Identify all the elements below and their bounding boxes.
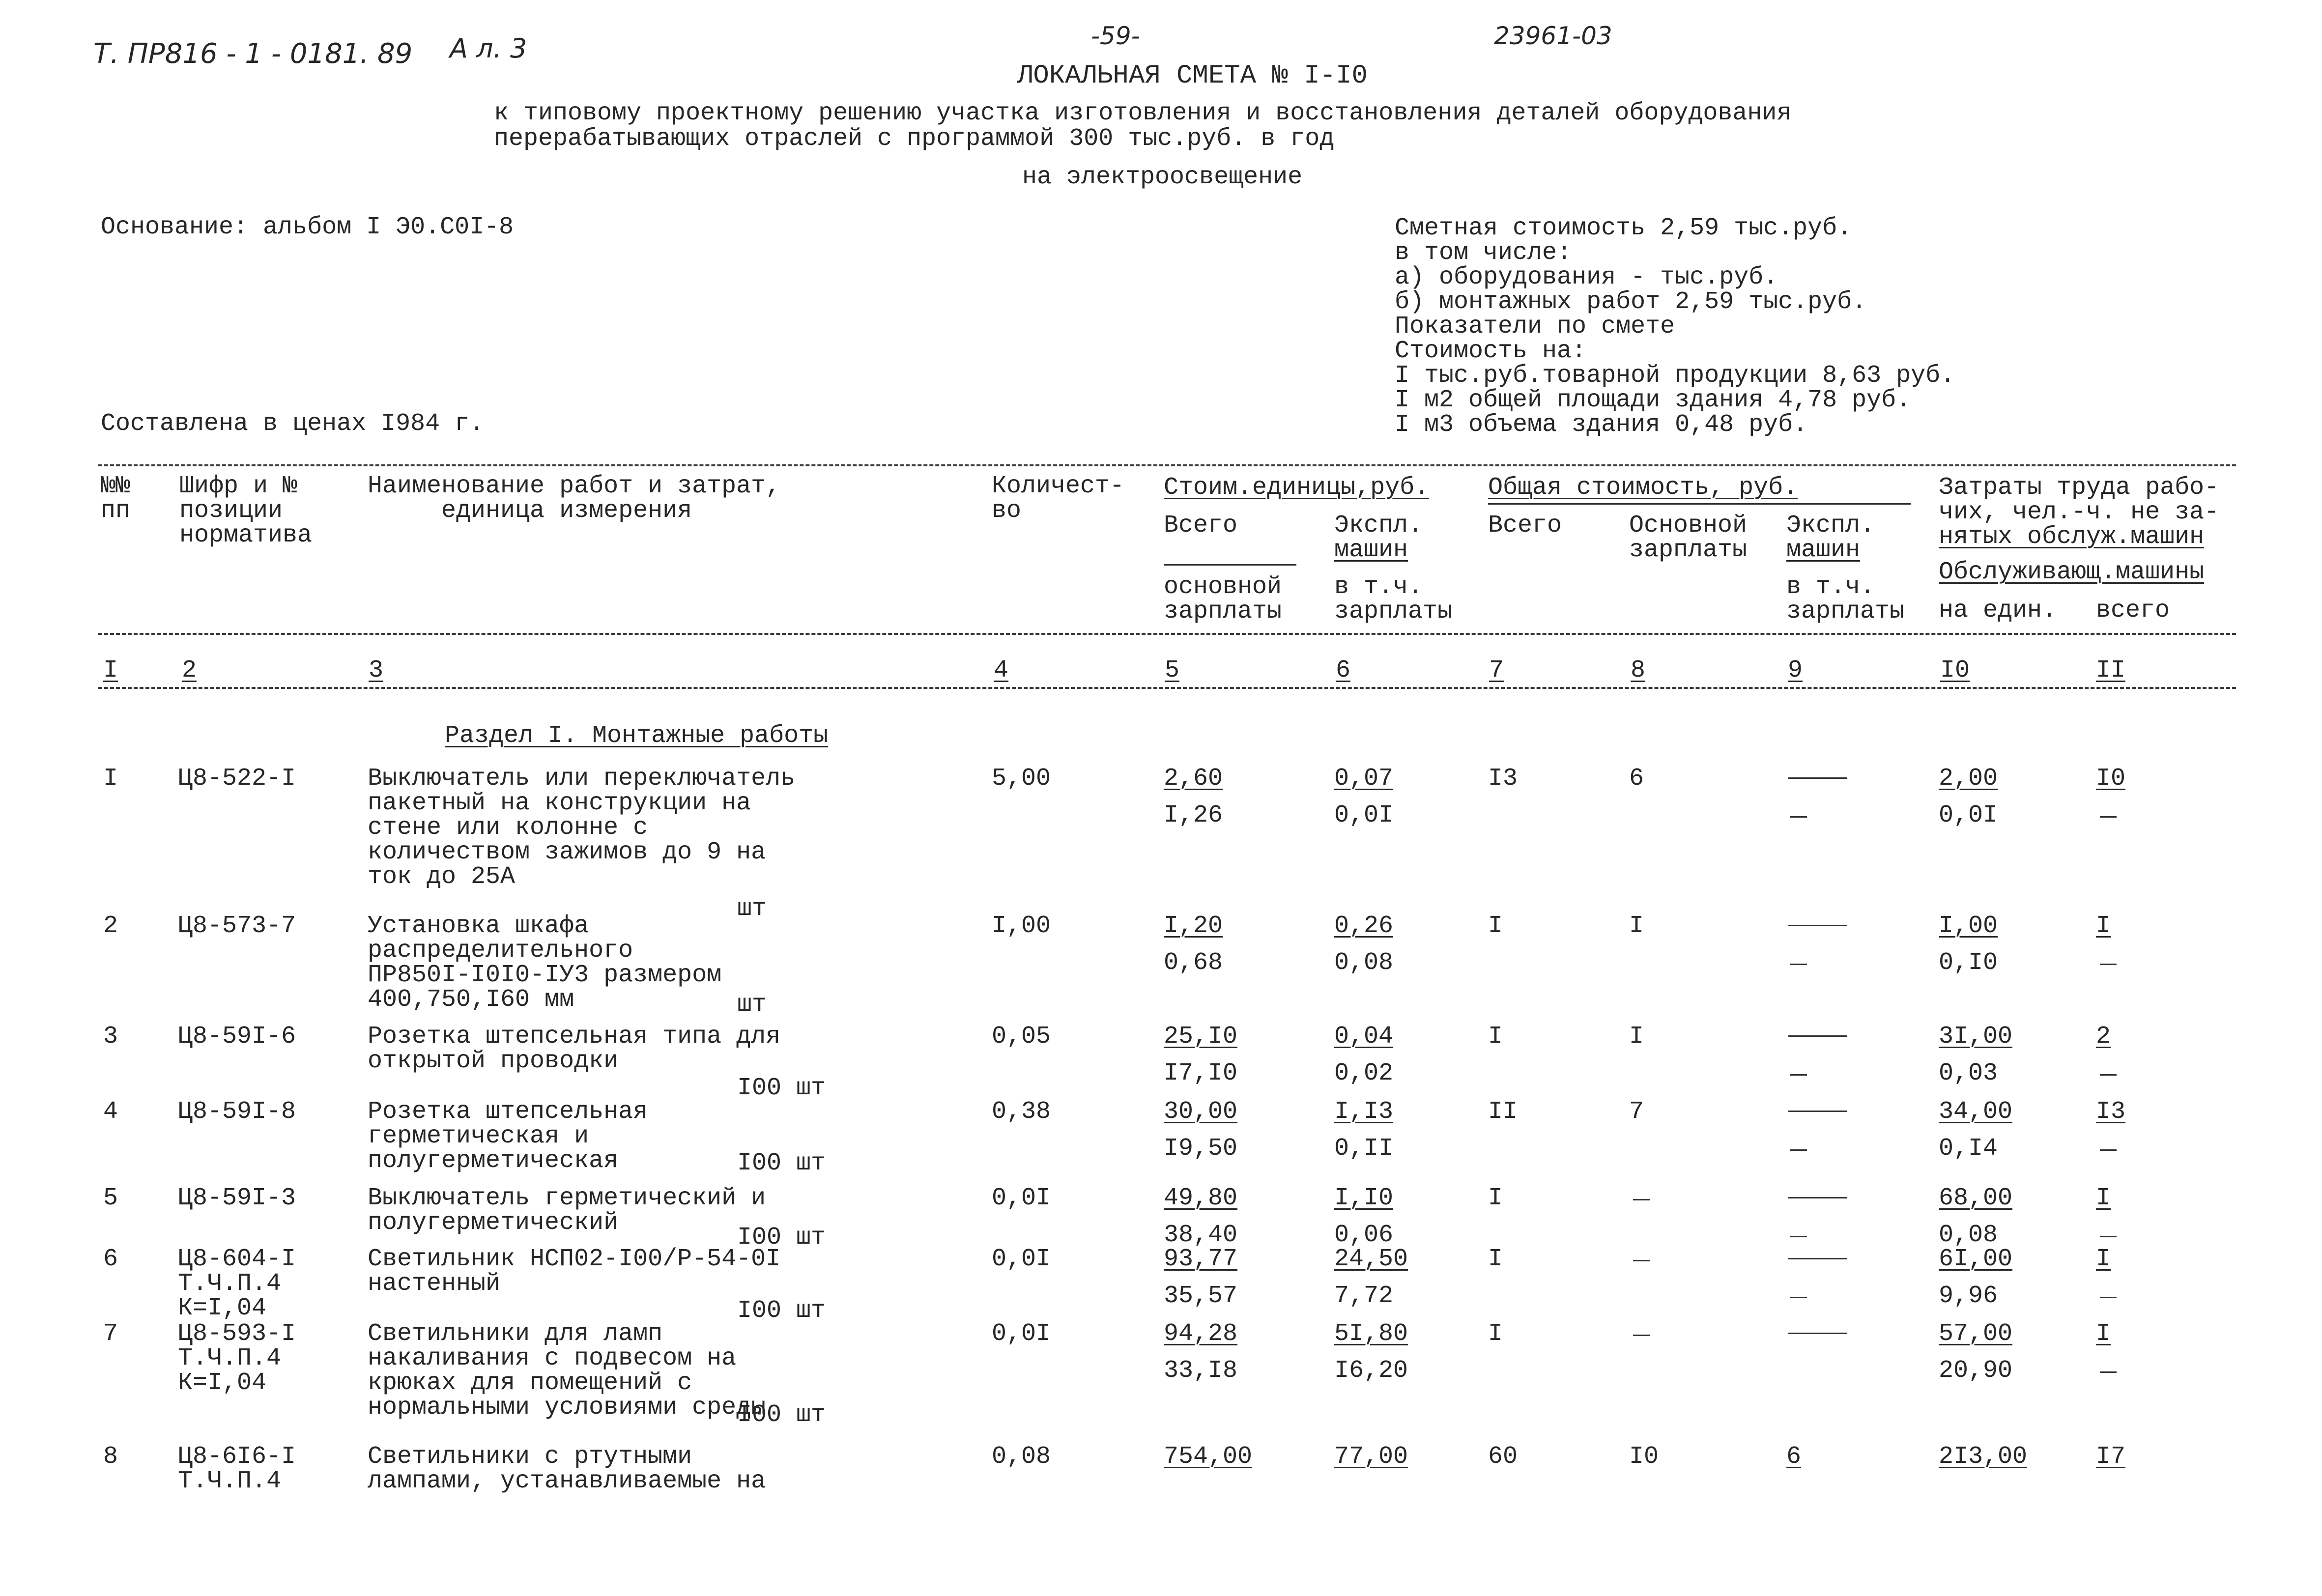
total-machines	[1788, 925, 1847, 926]
col-header-name: Наименование работ и затрат, единица измерения	[368, 472, 781, 525]
subtitle-line-2: перерабатывающих отраслей с программой 300 тыс.руб. в год	[494, 125, 1335, 153]
unit-cost-salary: I7,I0	[1164, 1059, 1238, 1087]
unit-machines: 0,04	[1334, 1023, 1394, 1051]
machine-service-total	[2100, 964, 2117, 965]
norm-code: Ц8-59I-8	[178, 1098, 296, 1126]
column-number: II	[2096, 656, 2126, 684]
machine-service-per-unit: 20,90	[1939, 1357, 2013, 1385]
col-header-unit-machines: Экспл.	[1334, 512, 1423, 540]
total-cost: I	[1488, 1245, 1503, 1273]
prices-year-text: Составлена в ценах I984 г.	[101, 410, 485, 438]
col-header-total-machines-2: машин	[1786, 536, 1861, 564]
work-name: Розетка штепсельная герметическая и полугерметическая	[368, 1098, 648, 1175]
total-machines	[1788, 1197, 1847, 1198]
machine-service-per-unit: 0,I4	[1939, 1135, 1998, 1163]
measure-unit: I00 шт	[737, 1149, 826, 1177]
labor-per-unit: 6I,00	[1939, 1245, 2013, 1273]
total-salary: I	[1629, 1023, 1644, 1051]
col-header-unit-mach-salary: в т.ч. зарплаты	[1334, 573, 1453, 626]
unit-cost-total: 2,60	[1164, 765, 1223, 793]
section-title: Раздел I. Монтажные работы	[445, 722, 829, 750]
column-number: 7	[1489, 656, 1504, 684]
col-header-total-mach-salary: в т.ч. зарплаты	[1786, 573, 1905, 626]
unit-machines-salary: 0,08	[1334, 949, 1394, 977]
row-number: 2	[103, 912, 118, 940]
labor-per-unit: 68,00	[1939, 1184, 2013, 1212]
column-number: 5	[1165, 656, 1180, 684]
row-number: 3	[103, 1023, 118, 1051]
row-number: I	[103, 765, 118, 793]
unit-total-rule	[1164, 564, 1296, 566]
work-name: Светильники для ламп накаливания с подвесом на крюках для помещений с нормальными условиями среды	[368, 1320, 766, 1422]
labor-per-unit: 2,00	[1939, 765, 1998, 793]
labor-per-unit: 2I3,00	[1939, 1443, 2028, 1471]
labor-total: 2	[2096, 1023, 2111, 1051]
measure-unit: шт	[737, 895, 767, 923]
total-machines	[1788, 1333, 1847, 1334]
measure-unit: I00 шт	[737, 1401, 826, 1429]
quantity: I,00	[992, 912, 1051, 940]
norm-code: Ц8-59I-6	[178, 1023, 296, 1051]
album-sheet-mark: А л. 3	[450, 33, 527, 64]
unit-machines-salary: 0,02	[1334, 1059, 1394, 1087]
measure-unit: I00 шт	[737, 1074, 826, 1102]
norm-code: Ц8-6I6-I Т.Ч.П.4	[178, 1443, 296, 1495]
unit-cost-salary: 33,I8	[1164, 1357, 1238, 1385]
total-cost: I	[1488, 1320, 1503, 1348]
norm-code: Ц8-604-I Т.Ч.П.4 К=I,04	[178, 1245, 296, 1322]
unit-machines-salary: 7,72	[1334, 1282, 1394, 1310]
document-title: ЛОКАЛЬНАЯ СМЕТА № I-I0	[1017, 61, 1368, 91]
total-machines-salary	[1790, 1149, 1807, 1151]
unit-cost-total: 30,00	[1164, 1098, 1238, 1126]
col-header-per-unit: на един.	[1939, 597, 2057, 625]
total-cost: II	[1488, 1098, 1518, 1126]
measure-unit: I00 шт	[737, 1297, 826, 1325]
column-number: 9	[1788, 656, 1803, 684]
col-header-total: Всего	[1488, 512, 1562, 540]
basis-text: Основание: альбом I Э0.С0I-8	[101, 213, 514, 241]
row-number: 5	[103, 1184, 118, 1212]
total-salary: I	[1629, 912, 1644, 940]
quantity: 5,00	[992, 765, 1051, 793]
col-header-unit-cost: Стоим.единицы,руб.	[1164, 474, 1430, 502]
total-machines-salary	[1790, 1074, 1807, 1076]
total-cost: I	[1488, 1184, 1503, 1212]
quantity: 0,0I	[992, 1245, 1051, 1273]
labor-total: I	[2096, 1245, 2111, 1273]
quantity: 0,0I	[992, 1320, 1051, 1348]
total-salary: 7	[1629, 1098, 1644, 1126]
col-header-labor-3: нятых обслуж.машин	[1939, 523, 2205, 551]
work-name: Выключатель герметический и полугерметический	[368, 1184, 766, 1237]
machine-service-total	[2100, 1371, 2117, 1373]
column-number: 4	[994, 656, 1009, 684]
machine-service-per-unit: 0,I0	[1939, 949, 1998, 977]
total-salary	[1633, 1199, 1650, 1200]
col-header-total-machines: Экспл.	[1786, 512, 1875, 540]
column-number: 2	[182, 656, 197, 684]
row-number: 8	[103, 1443, 118, 1471]
unit-machines-salary: 0,II	[1334, 1135, 1394, 1163]
column-number: 8	[1631, 656, 1646, 684]
machine-service-total	[2100, 1074, 2117, 1076]
total-salary	[1633, 1335, 1650, 1336]
unit-cost-salary: I,26	[1164, 801, 1223, 829]
machine-service-total	[2100, 1297, 2117, 1298]
machine-service-total	[2100, 816, 2117, 818]
norm-code: Ц8-522-I	[178, 765, 296, 793]
col-header-unit-total: Всего	[1164, 512, 1238, 540]
unit-machines: I,I0	[1334, 1184, 1394, 1212]
unit-machines-salary: 0,06	[1334, 1221, 1394, 1249]
cost-summary-line: I м3 объема здания 0,48 руб.	[1395, 411, 1808, 439]
machine-service-per-unit: 0,03	[1939, 1059, 1998, 1087]
unit-cost-salary: 0,68	[1164, 949, 1223, 977]
quantity: 0,38	[992, 1098, 1051, 1126]
labor-per-unit: 34,00	[1939, 1098, 2013, 1126]
work-name: Светильники с ртутными лампами, устанавливаемые на	[368, 1443, 766, 1495]
unit-machines: 24,50	[1334, 1245, 1408, 1273]
unit-machines: 0,07	[1334, 765, 1394, 793]
cost-summary-line: в том числе:	[1395, 239, 1572, 267]
document-code: Т. ПР816 - 1 - 0181. 89	[93, 38, 413, 70]
unit-cost-total: 93,77	[1164, 1245, 1238, 1273]
total-machines-salary	[1790, 1236, 1807, 1237]
total-salary	[1633, 1260, 1650, 1261]
unit-cost-total: 25,I0	[1164, 1023, 1238, 1051]
cost-summary-line: I тыс.руб.товарной продукции 8,63 руб.	[1395, 362, 1955, 390]
labor-per-unit: I,00	[1939, 912, 1998, 940]
unit-cost-total: 94,28	[1164, 1320, 1238, 1348]
total-machines	[1788, 1258, 1847, 1259]
col-header-unit-salary: основной зарплаты	[1164, 573, 1282, 626]
machine-service-total	[2100, 1236, 2117, 1237]
quantity: 0,08	[992, 1443, 1051, 1471]
row-number: 6	[103, 1245, 118, 1273]
quantity: 0,05	[992, 1023, 1051, 1051]
total-machines-salary	[1790, 964, 1807, 965]
total-machines-salary	[1790, 816, 1807, 818]
header-bottom-rule	[98, 633, 2236, 635]
row-number: 7	[103, 1320, 118, 1348]
col-header-code: Шифр и № позиции норматива	[179, 472, 313, 549]
col-header-labor-1: Затраты труда рабо-	[1939, 474, 2219, 502]
cost-summary-line: I м2 общей площади здания 4,78 руб.	[1395, 386, 1911, 414]
unit-machines-salary: I6,20	[1334, 1357, 1408, 1385]
unit-machines-salary: 0,0I	[1334, 801, 1394, 829]
col-header-number: №№ пп	[101, 472, 131, 525]
total-salary: 6	[1629, 765, 1644, 793]
page-number: -59-	[1091, 22, 1140, 50]
total-machines	[1788, 777, 1847, 779]
work-name: Розетка штепсельная типа для открытой проводки	[368, 1023, 781, 1075]
column-number: 3	[369, 656, 384, 684]
labor-total: I7	[2096, 1443, 2126, 1471]
total-cost: 60	[1488, 1443, 1518, 1471]
cost-summary-line: Показатели по смете	[1395, 313, 1675, 341]
cost-summary-line: б) монтажных работ 2,59 тыс.руб.	[1395, 288, 1867, 316]
labor-total: I3	[2096, 1098, 2126, 1126]
work-name: Установка шкафа распределительного ПР850I-I0I0-IУ3 размером 400,750,I60 мм	[368, 912, 722, 1014]
unit-cost-salary: 38,40	[1164, 1221, 1238, 1249]
total-machines	[1788, 1035, 1847, 1037]
labor-per-unit: 57,00	[1939, 1320, 2013, 1348]
unit-machines: 77,00	[1334, 1443, 1408, 1471]
unit-machines: 5I,80	[1334, 1320, 1408, 1348]
total-salary: I0	[1629, 1443, 1659, 1471]
quantity: 0,0I	[992, 1184, 1051, 1212]
norm-code: Ц8-573-7	[178, 912, 296, 940]
subtitle-line-3: на электроосвещение	[1022, 163, 1303, 191]
col-header-quantity: Количест- во	[992, 472, 1125, 525]
norm-code: Ц8-59I-3	[178, 1184, 296, 1212]
col-header-total-cost: Общая стоимость, руб.	[1488, 474, 1798, 502]
unit-cost-total: 49,80	[1164, 1184, 1238, 1212]
total-machines-salary	[1790, 1297, 1807, 1298]
unit-cost-total: 754,00	[1164, 1443, 1253, 1471]
column-number: 6	[1336, 656, 1351, 684]
column-number: I	[103, 656, 118, 684]
table-top-rule	[98, 464, 2236, 466]
total-cost: I	[1488, 912, 1503, 940]
measure-unit: шт	[737, 991, 767, 1019]
machine-service-per-unit: 9,96	[1939, 1282, 1998, 1310]
machine-service-per-unit: 0,08	[1939, 1221, 1998, 1249]
total-cost-rule	[1488, 503, 1911, 505]
cost-summary-line: Стоимость на:	[1395, 337, 1587, 365]
unit-machines: I,I3	[1334, 1098, 1394, 1126]
cost-summary-line: а) оборудования - тыс.руб.	[1395, 263, 1778, 291]
total-machines	[1788, 1111, 1847, 1112]
col-header-total-labor: всего	[2096, 597, 2170, 625]
subtitle-line-1: к типовому проектному решению участка изготовления и восстановления деталей оборудования	[494, 99, 1792, 127]
col-header-machine-service: Обслуживающ.машины	[1939, 558, 2205, 586]
total-machines: 6	[1786, 1443, 1802, 1471]
row-number: 4	[103, 1098, 118, 1126]
work-name: Светильник НСП02-I00/Р-54-0I настенный	[368, 1245, 781, 1298]
norm-code: Ц8-593-I Т.Ч.П.4 К=I,04	[178, 1320, 296, 1397]
total-cost: I3	[1488, 765, 1518, 793]
labor-per-unit: 3I,00	[1939, 1023, 2013, 1051]
col-header-labor-2: чих, чел.-ч. не за-	[1939, 498, 2219, 526]
stamp-number: 23961-03	[1494, 22, 1612, 50]
col-header-unit-machines-2: машин	[1334, 536, 1408, 564]
machine-service-total	[2100, 1149, 2117, 1151]
measure-unit: I00 шт	[737, 1224, 826, 1252]
column-number-rule	[98, 687, 2236, 689]
unit-cost-salary: 35,57	[1164, 1282, 1238, 1310]
cost-summary-line: Сметная стоимость 2,59 тыс.руб.	[1395, 214, 1852, 242]
labor-total: I0	[2096, 765, 2126, 793]
labor-total: I	[2096, 912, 2111, 940]
labor-total: I	[2096, 1320, 2111, 1348]
col-header-total-salary: Основной зарплаты	[1629, 512, 1748, 564]
work-name: Выключатель или переключатель пакетный на конструкции на стене или колонне с количеством зажимов до 9 на ток до 25А	[368, 765, 796, 891]
unit-machines: 0,26	[1334, 912, 1394, 940]
total-cost: I	[1488, 1023, 1503, 1051]
labor-total: I	[2096, 1184, 2111, 1212]
column-number: I0	[1940, 656, 1970, 684]
unit-cost-salary: I9,50	[1164, 1135, 1238, 1163]
unit-cost-total: I,20	[1164, 912, 1223, 940]
machine-service-per-unit: 0,0I	[1939, 801, 1998, 829]
